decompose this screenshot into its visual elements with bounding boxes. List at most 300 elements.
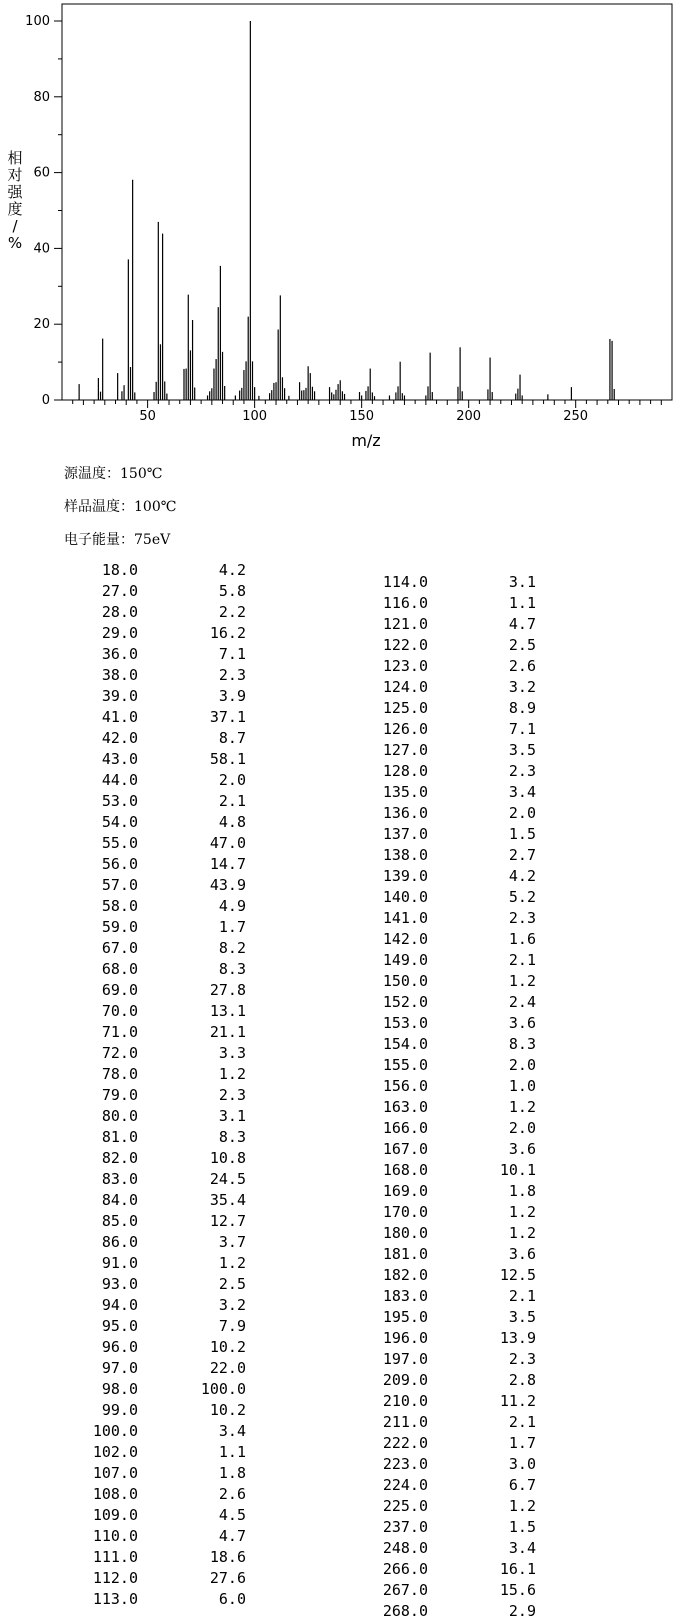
table-row [66, 812, 246, 833]
mz-value: 38.0 [101, 666, 138, 684]
table-row [66, 728, 246, 749]
intensity-value: 1.2 [508, 1497, 536, 1515]
mz-value: 113.0 [92, 1590, 138, 1608]
intensity-value: 15.6 [499, 1581, 536, 1599]
y-axis-label-char: % [7, 234, 23, 252]
intensity-value: 7.9 [218, 1317, 246, 1335]
intensity-value: 24.5 [209, 1170, 246, 1188]
intensity-value: 8.3 [218, 1128, 246, 1146]
mz-value: 210.0 [382, 1392, 428, 1410]
table-row [66, 1526, 246, 1547]
source-temperature: 源温度：150℃ [64, 466, 163, 482]
intensity-value: 2.7 [508, 846, 536, 864]
mz-value: 128.0 [382, 762, 428, 780]
intensity-value: 1.2 [508, 972, 536, 990]
mz-value: 266.0 [382, 1560, 428, 1578]
mz-value: 183.0 [382, 1287, 428, 1305]
table-row [356, 1328, 536, 1349]
chart-ticks [25, 14, 661, 424]
mz-value: 91.0 [101, 1254, 138, 1272]
mz-value: 139.0 [382, 867, 428, 885]
table-row [66, 1043, 246, 1064]
y-tick-label: 20 [33, 317, 50, 333]
intensity-value: 8.7 [218, 729, 246, 747]
intensity-value: 2.0 [218, 771, 246, 789]
intensity-value: 11.2 [499, 1392, 536, 1410]
y-axis-label-char: 对 [7, 166, 23, 184]
electron-energy: 电子能量：75eV [64, 532, 171, 548]
table-row [66, 1463, 246, 1484]
intensity-value: 5.8 [218, 582, 246, 600]
table-row [356, 1286, 536, 1307]
intensity-value: 2.0 [508, 1056, 536, 1074]
table-row [356, 677, 536, 698]
mz-value: 137.0 [382, 825, 428, 843]
table-row [356, 824, 536, 845]
intensity-value: 3.0 [508, 1455, 536, 1473]
table-row [356, 593, 536, 614]
table-row [66, 938, 246, 959]
y-axis-label-char: 相 [7, 149, 23, 167]
table-row [356, 635, 536, 656]
table-row [66, 1274, 246, 1295]
mz-value: 225.0 [382, 1497, 428, 1515]
table-row [356, 1076, 536, 1097]
mz-value: 169.0 [382, 1182, 428, 1200]
table-row [356, 887, 536, 908]
mz-value: 142.0 [382, 930, 428, 948]
x-tick-label: 150 [349, 409, 375, 424]
y-axis-label-char: 度 [7, 200, 23, 218]
intensity-value: 12.5 [499, 1266, 536, 1284]
mz-value: 43.0 [101, 750, 138, 768]
y-tick-label: 100 [25, 14, 50, 29]
intensity-value: 2.3 [508, 1350, 536, 1368]
table-row [66, 1547, 246, 1568]
x-tick-label: 200 [456, 409, 482, 424]
mz-value: 180.0 [382, 1224, 428, 1242]
intensity-value: 2.6 [218, 1485, 246, 1503]
intensity-value: 8.3 [218, 960, 246, 978]
mz-value: 181.0 [382, 1245, 428, 1263]
intensity-value: 3.6 [508, 1245, 536, 1263]
table-row [66, 1589, 246, 1610]
table-row [356, 1433, 536, 1454]
table-row [356, 929, 536, 950]
intensity-value: 27.8 [209, 981, 246, 999]
intensity-value: 2.2 [218, 603, 246, 621]
intensity-value: 10.2 [209, 1401, 246, 1419]
mz-value: 268.0 [382, 1602, 428, 1620]
mz-value: 126.0 [382, 720, 428, 738]
table-row [356, 950, 536, 971]
mz-value: 80.0 [101, 1107, 138, 1125]
table-row [356, 1370, 536, 1391]
intensity-value: 1.2 [508, 1224, 536, 1242]
intensity-value: 3.1 [508, 573, 536, 591]
mz-value: 55.0 [101, 834, 138, 852]
mz-value: 39.0 [101, 687, 138, 705]
intensity-value: 4.5 [218, 1506, 246, 1524]
mz-value: 136.0 [382, 804, 428, 822]
mz-value: 150.0 [382, 972, 428, 990]
table-row [356, 1055, 536, 1076]
table-row [66, 791, 246, 812]
table-row [356, 761, 536, 782]
intensity-value: 4.2 [508, 867, 536, 885]
mz-value: 67.0 [101, 939, 138, 957]
mz-value: 27.0 [101, 582, 138, 600]
mz-value: 82.0 [101, 1149, 138, 1167]
intensity-value: 37.1 [209, 708, 246, 726]
intensity-value: 100.0 [200, 1380, 246, 1398]
mz-value: 166.0 [382, 1119, 428, 1137]
intensity-value: 2.9 [508, 1602, 536, 1620]
table-row [356, 1244, 536, 1265]
intensity-value: 1.2 [218, 1065, 246, 1083]
intensity-value: 3.3 [218, 1044, 246, 1062]
table-row [356, 572, 536, 593]
mass-spectrum-chart [0, 0, 680, 450]
table-row [356, 1097, 536, 1118]
intensity-value: 3.4 [508, 783, 536, 801]
intensity-value: 2.3 [508, 762, 536, 780]
table-row [356, 908, 536, 929]
mz-value: 93.0 [101, 1275, 138, 1293]
intensity-value: 2.3 [218, 1086, 246, 1104]
mz-value: 267.0 [382, 1581, 428, 1599]
intensity-value: 1.5 [508, 825, 536, 843]
intensity-value: 13.1 [209, 1002, 246, 1020]
table-row [66, 770, 246, 791]
mz-value: 156.0 [382, 1077, 428, 1095]
y-tick-label: 0 [41, 393, 50, 408]
table-row [66, 896, 246, 917]
mz-value: 168.0 [382, 1161, 428, 1179]
mz-value: 96.0 [101, 1338, 138, 1356]
intensity-value: 2.8 [508, 1371, 536, 1389]
table-row [356, 656, 536, 677]
table-row [66, 875, 246, 896]
intensity-value: 4.9 [218, 897, 246, 915]
chart-peaks [79, 21, 614, 400]
table-row [356, 1412, 536, 1433]
intensity-value: 4.7 [508, 615, 536, 633]
mz-value: 125.0 [382, 699, 428, 717]
intensity-value: 3.6 [508, 1140, 536, 1158]
x-axis-label: m/z [351, 431, 381, 450]
mz-value: 197.0 [382, 1350, 428, 1368]
intensity-value: 8.2 [218, 939, 246, 957]
mz-value: 69.0 [101, 981, 138, 999]
mz-value: 59.0 [101, 918, 138, 936]
mz-value: 71.0 [101, 1023, 138, 1041]
intensity-value: 2.4 [508, 993, 536, 1011]
table-row [356, 971, 536, 992]
mz-value: 83.0 [101, 1170, 138, 1188]
mz-value: 110.0 [92, 1527, 138, 1545]
intensity-value: 43.9 [209, 876, 246, 894]
intensity-value: 2.1 [508, 1413, 536, 1431]
mz-value: 95.0 [101, 1317, 138, 1335]
mz-value: 182.0 [382, 1266, 428, 1284]
table-row [66, 581, 246, 602]
intensity-value: 3.5 [508, 741, 536, 759]
intensity-value: 1.2 [218, 1254, 246, 1272]
mz-value: 121.0 [382, 615, 428, 633]
table-row [66, 1253, 246, 1274]
table-row [66, 1085, 246, 1106]
mz-value: 167.0 [382, 1140, 428, 1158]
table-row [356, 1013, 536, 1034]
mz-value: 18.0 [101, 561, 138, 579]
table-row [66, 1127, 246, 1148]
table-row [66, 1106, 246, 1127]
intensity-value: 5.2 [508, 888, 536, 906]
mz-value: 209.0 [382, 1371, 428, 1389]
table-row [356, 1454, 536, 1475]
table-row [66, 1211, 246, 1232]
x-tick-label: 250 [563, 409, 589, 424]
mz-value: 196.0 [382, 1329, 428, 1347]
mz-value: 111.0 [92, 1548, 138, 1566]
mz-value: 153.0 [382, 1014, 428, 1032]
table-row [66, 1358, 246, 1379]
intensity-value: 3.2 [218, 1296, 246, 1314]
mz-value: 154.0 [382, 1035, 428, 1053]
intensity-value: 4.2 [218, 561, 246, 579]
intensity-value: 2.1 [508, 1287, 536, 1305]
table-row [356, 1496, 536, 1517]
x-tick-label: 50 [139, 409, 156, 424]
intensity-value: 16.2 [209, 624, 246, 642]
intensity-value: 7.1 [508, 720, 536, 738]
intensity-value: 1.2 [508, 1203, 536, 1221]
table-row [356, 1265, 536, 1286]
mz-value: 122.0 [382, 636, 428, 654]
intensity-value: 1.1 [218, 1443, 246, 1461]
x-tick-label: 100 [242, 409, 268, 424]
mz-value: 97.0 [101, 1359, 138, 1377]
y-tick-label: 40 [33, 241, 50, 257]
intensity-value: 8.3 [508, 1035, 536, 1053]
table-row [66, 1568, 246, 1589]
mz-value: 85.0 [101, 1212, 138, 1230]
table-row [356, 1223, 536, 1244]
table-row [66, 1442, 246, 1463]
intensity-value: 47.0 [209, 834, 246, 852]
mz-value: 84.0 [101, 1191, 138, 1209]
mz-value: 124.0 [382, 678, 428, 696]
mz-value: 79.0 [101, 1086, 138, 1104]
sample-temperature: 样品温度：100℃ [64, 499, 177, 515]
table-row [66, 1484, 246, 1505]
y-axis-label [4, 150, 26, 252]
table-row [66, 917, 246, 938]
table-row [356, 740, 536, 761]
intensity-value: 16.1 [499, 1560, 536, 1578]
y-tick-label: 60 [33, 165, 50, 181]
mz-value: 222.0 [382, 1434, 428, 1452]
mz-value: 44.0 [101, 771, 138, 789]
mz-value: 94.0 [101, 1296, 138, 1314]
intensity-value: 1.8 [218, 1464, 246, 1482]
intensity-value: 3.9 [218, 687, 246, 705]
intensity-value: 1.1 [508, 594, 536, 612]
mz-value: 152.0 [382, 993, 428, 1011]
mz-value: 29.0 [101, 624, 138, 642]
intensity-value: 1.7 [218, 918, 246, 936]
mz-value: 108.0 [92, 1485, 138, 1503]
mz-value: 78.0 [101, 1065, 138, 1083]
table-row [66, 980, 246, 1001]
mz-value: 211.0 [382, 1413, 428, 1431]
intensity-value: 6.0 [218, 1590, 246, 1608]
intensity-value: 1.7 [508, 1434, 536, 1452]
table-row [66, 1001, 246, 1022]
table-row [356, 845, 536, 866]
table-row [66, 1148, 246, 1169]
mz-value: 123.0 [382, 657, 428, 675]
intensity-value: 2.3 [508, 909, 536, 927]
mz-value: 54.0 [101, 813, 138, 831]
intensity-value: 8.9 [508, 699, 536, 717]
mz-value: 98.0 [101, 1380, 138, 1398]
peak-table-left [66, 560, 246, 1610]
table-row [356, 1118, 536, 1139]
intensity-value: 4.8 [218, 813, 246, 831]
table-row [66, 833, 246, 854]
intensity-value: 3.4 [218, 1422, 246, 1440]
table-row [66, 1064, 246, 1085]
mz-value: 68.0 [101, 960, 138, 978]
intensity-value: 6.7 [508, 1476, 536, 1494]
mz-value: 116.0 [382, 594, 428, 612]
intensity-value: 2.6 [508, 657, 536, 675]
mz-value: 195.0 [382, 1308, 428, 1326]
table-row [356, 803, 536, 824]
intensity-value: 1.2 [508, 1098, 536, 1116]
intensity-value: 3.1 [218, 1107, 246, 1125]
mz-value: 100.0 [92, 1422, 138, 1440]
y-tick-label: 80 [33, 89, 50, 105]
mz-value: 223.0 [382, 1455, 428, 1473]
mz-value: 163.0 [382, 1098, 428, 1116]
table-row [356, 992, 536, 1013]
mz-value: 248.0 [382, 1539, 428, 1557]
table-row [356, 1307, 536, 1328]
table-row [356, 698, 536, 719]
intensity-value: 14.7 [209, 855, 246, 873]
table-row [356, 1601, 536, 1622]
intensity-value: 3.4 [508, 1539, 536, 1557]
mz-value: 138.0 [382, 846, 428, 864]
table-row [356, 1391, 536, 1412]
intensity-value: 3.6 [508, 1014, 536, 1032]
table-row [356, 1349, 536, 1370]
mz-value: 107.0 [92, 1464, 138, 1482]
table-row [66, 1400, 246, 1421]
table-row [66, 959, 246, 980]
mz-value: 224.0 [382, 1476, 428, 1494]
table-row [66, 1022, 246, 1043]
table-row [356, 1181, 536, 1202]
mz-value: 70.0 [101, 1002, 138, 1020]
intensity-value: 12.7 [209, 1212, 246, 1230]
mz-value: 57.0 [101, 876, 138, 894]
mz-value: 42.0 [101, 729, 138, 747]
mz-value: 112.0 [92, 1569, 138, 1587]
mz-value: 155.0 [382, 1056, 428, 1074]
chart-axes [62, 4, 672, 400]
table-row [66, 686, 246, 707]
table-row [356, 866, 536, 887]
mz-value: 127.0 [382, 741, 428, 759]
intensity-value: 21.1 [209, 1023, 246, 1041]
y-axis-label-char: 强 [7, 183, 23, 201]
table-row [356, 1580, 536, 1601]
intensity-value: 3.2 [508, 678, 536, 696]
intensity-value: 10.2 [209, 1338, 246, 1356]
table-row [356, 1475, 536, 1496]
table-row [66, 560, 246, 581]
mz-value: 140.0 [382, 888, 428, 906]
peak-table-right [356, 572, 536, 1622]
table-row [66, 1421, 246, 1442]
mz-value: 109.0 [92, 1506, 138, 1524]
table-row [356, 1559, 536, 1580]
table-row [356, 614, 536, 635]
intensity-value: 2.0 [508, 1119, 536, 1137]
intensity-value: 1.8 [508, 1182, 536, 1200]
mz-value: 149.0 [382, 951, 428, 969]
intensity-value: 10.1 [499, 1161, 536, 1179]
intensity-value: 18.6 [209, 1548, 246, 1566]
table-row [66, 1316, 246, 1337]
intensity-value: 2.1 [508, 951, 536, 969]
intensity-value: 35.4 [209, 1191, 246, 1209]
intensity-value: 7.1 [218, 645, 246, 663]
intensity-value: 2.0 [508, 804, 536, 822]
mz-value: 36.0 [101, 645, 138, 663]
mz-value: 58.0 [101, 897, 138, 915]
table-row [356, 1202, 536, 1223]
mz-value: 135.0 [382, 783, 428, 801]
table-row [356, 1538, 536, 1559]
intensity-value: 27.6 [209, 1569, 246, 1587]
table-row [66, 623, 246, 644]
mz-value: 114.0 [382, 573, 428, 591]
intensity-value: 22.0 [209, 1359, 246, 1377]
conditions-list [64, 464, 176, 563]
table-row [66, 1295, 246, 1316]
intensity-value: 1.6 [508, 930, 536, 948]
table-row [356, 1139, 536, 1160]
intensity-value: 2.5 [218, 1275, 246, 1293]
mz-value: 102.0 [92, 1443, 138, 1461]
table-row [66, 1232, 246, 1253]
table-row [66, 1190, 246, 1211]
mz-value: 72.0 [101, 1044, 138, 1062]
table-row [66, 707, 246, 728]
intensity-value: 1.5 [508, 1518, 536, 1536]
plot-frame [62, 4, 672, 400]
table-row [66, 1379, 246, 1400]
intensity-value: 2.3 [218, 666, 246, 684]
table-row [66, 1505, 246, 1526]
mz-value: 170.0 [382, 1203, 428, 1221]
mz-value: 28.0 [101, 603, 138, 621]
